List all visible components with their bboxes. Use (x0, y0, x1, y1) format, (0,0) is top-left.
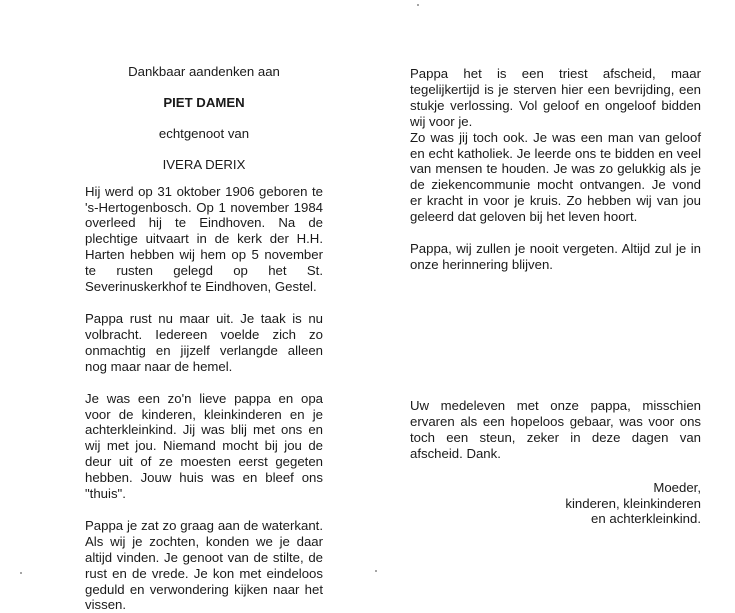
spouse-intro: echtgenoot van (158, 125, 250, 141)
dedication-line: Dankbaar aandenken aan (128, 64, 280, 79)
deceased-name: PIET DAMEN (163, 94, 245, 110)
remembrance-paragraph: Pappa, wij zullen je nooit vergeten. Altijd zul je in onze herinnering blijven. (410, 241, 701, 272)
biography-paragraph: Hij werd op 31 oktober 1906 geboren te 's-Hertogenbosch. Op 1 november 1984 overleed hij te Eindhoven. Na de plechtige uitvaart in de kerk der H.H. Harten hebben wij hem op 5 november te rusten gelegd op het St. Severinuskerkhof te Eindhoven, Gestel. (85, 183, 323, 295)
rest-paragraph: Pappa rust nu maar uit. Je taak is nu volbracht. Iedereen voelde zich zo onmachtig en jijzelf verlangde alleen nog maar naar de hemel. (85, 310, 323, 374)
spouse-name: IVERA DERIX (162, 156, 246, 172)
thanks-paragraph: Uw medeleven met onze pappa, misschien ervaren als een hopeloos gebaar, was voor ons toch een steun, zeker in deze dagen van afscheid. Dank. (410, 398, 701, 461)
signature-line: Moeder, (653, 479, 701, 495)
farewell-paragraph: Pappa het is een triest afscheid, maar tegelijkertijd is je sterven hier een bevrijding, een stukje verlossing. Vol geloof en ongeloof bidden wij voor je. (410, 66, 701, 129)
left-panel (85, 64, 323, 613)
thanks-block (410, 398, 701, 527)
right-panel (410, 66, 701, 273)
print-speck (20, 572, 22, 574)
faith-paragraph: Zo was jij toch ook. Je was een man van geloof en echt katholiek. Je leerde ons te bidden en veel van mensen te houden. Je was zo gelukkig als je de ziekencommunie mocht ontvangen. Je vond er kracht in voor je kruis. Zo hebben wij van jou geleerd dat geloven bij het leven hoort. (410, 129, 701, 225)
signature (410, 480, 701, 528)
print-speck (375, 570, 377, 572)
waterside-paragraph: Pappa je zat zo graag aan de waterkant. Als wij je zochten, konden we je daar altijd vinden. Je genoot van de stilte, de rust en de vrede. Je kon met eindeloos geduld en verwondering kijken naar het vissen. (85, 517, 323, 613)
family-paragraph: Je was een zo'n lieve pappa en opa voor de kinderen, kleinkinderen en je achterkleinkind. Jij was blij met ons en wij met jou. Niemand mocht bij jou de deur uit of ze moesten eerst gegeten hebben. Jouw huis was en bleef ons "thuis". (85, 390, 323, 502)
signature-line: en achterkleinkind. (591, 511, 701, 527)
signature-line: kinderen, kleinkinderen (565, 495, 701, 511)
print-speck (417, 4, 419, 6)
